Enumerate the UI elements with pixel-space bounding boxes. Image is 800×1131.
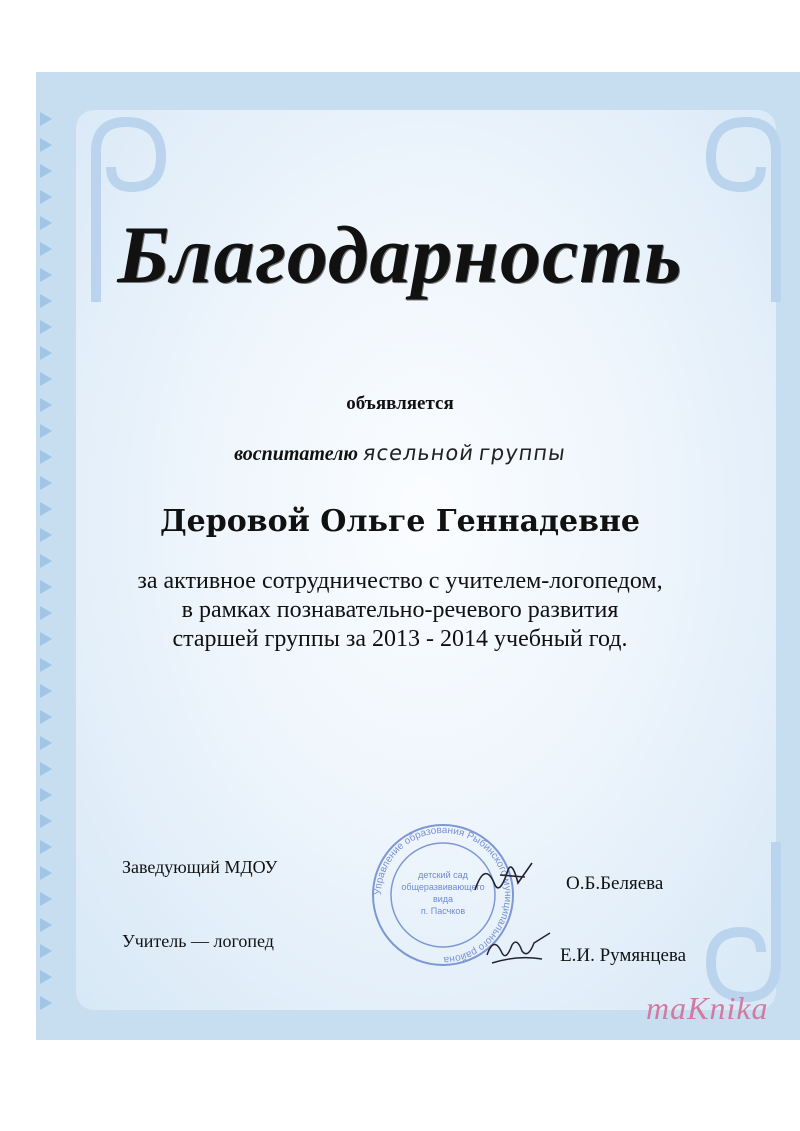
border-triangle [40, 788, 52, 802]
border-triangle [40, 372, 52, 386]
border-triangle [40, 866, 52, 880]
border-triangle [40, 190, 52, 204]
signature-head-scribble [470, 855, 540, 900]
border-triangle [40, 476, 52, 490]
signature-role-head: Заведующий МДОУ [122, 857, 278, 877]
addressee-line [0, 441, 800, 466]
border-triangle [40, 710, 52, 724]
border-triangle [40, 762, 52, 776]
border-triangle [40, 996, 52, 1010]
addressee-handwritten: ясельной [361, 441, 476, 465]
reason-line: в рамках познавательно-речевого развития [181, 597, 619, 623]
border-triangle [40, 346, 52, 360]
stamp-line: п. Пасчков [420, 906, 466, 916]
announced-text: объявляется [346, 393, 454, 414]
signature-name-head: О.Б.Беляева [566, 873, 664, 894]
signature-name-teacher: Е.И. Румянцева [560, 945, 687, 966]
border-triangle [40, 840, 52, 854]
border-triangle [40, 944, 52, 958]
stamp-line: детский сад [418, 870, 468, 880]
stamp-line: общеразвивающего [401, 882, 485, 892]
border-triangle [40, 970, 52, 984]
border-triangle [40, 814, 52, 828]
border-triangle [40, 658, 52, 672]
certificate-title: Благодарность [117, 209, 683, 300]
border-triangle [40, 164, 52, 178]
border-triangle [40, 112, 52, 126]
signature-teacher-scribble [482, 925, 557, 970]
addressee-prefix: воспитателю [234, 443, 358, 465]
stamp-line: вида [432, 894, 454, 904]
border-triangle [40, 736, 52, 750]
stamp-outer-text: Управление образования Рыбинского муниципального района [372, 824, 514, 966]
watermark-logo: maKnika [646, 990, 769, 1026]
border-triangle [40, 320, 52, 334]
reason-line: за активное сотрудничество с учителем-логопедом, [137, 568, 663, 594]
addressee-suffix: группы [477, 441, 568, 465]
reason-text [0, 567, 800, 654]
border-triangle [40, 892, 52, 906]
signature-role-teacher: Учитель — логопед [122, 931, 274, 951]
reason-line: старшей группы за 2013 - 2014 учебный год. [172, 626, 628, 652]
border-triangle [40, 918, 52, 932]
recipient-name: Деровой Ольге Геннадевне [160, 504, 640, 539]
border-triangle [40, 554, 52, 568]
scroll-curl-bottom-right [676, 832, 796, 1012]
border-triangle [40, 424, 52, 438]
border-triangle [40, 138, 52, 152]
border-triangle [40, 684, 52, 698]
